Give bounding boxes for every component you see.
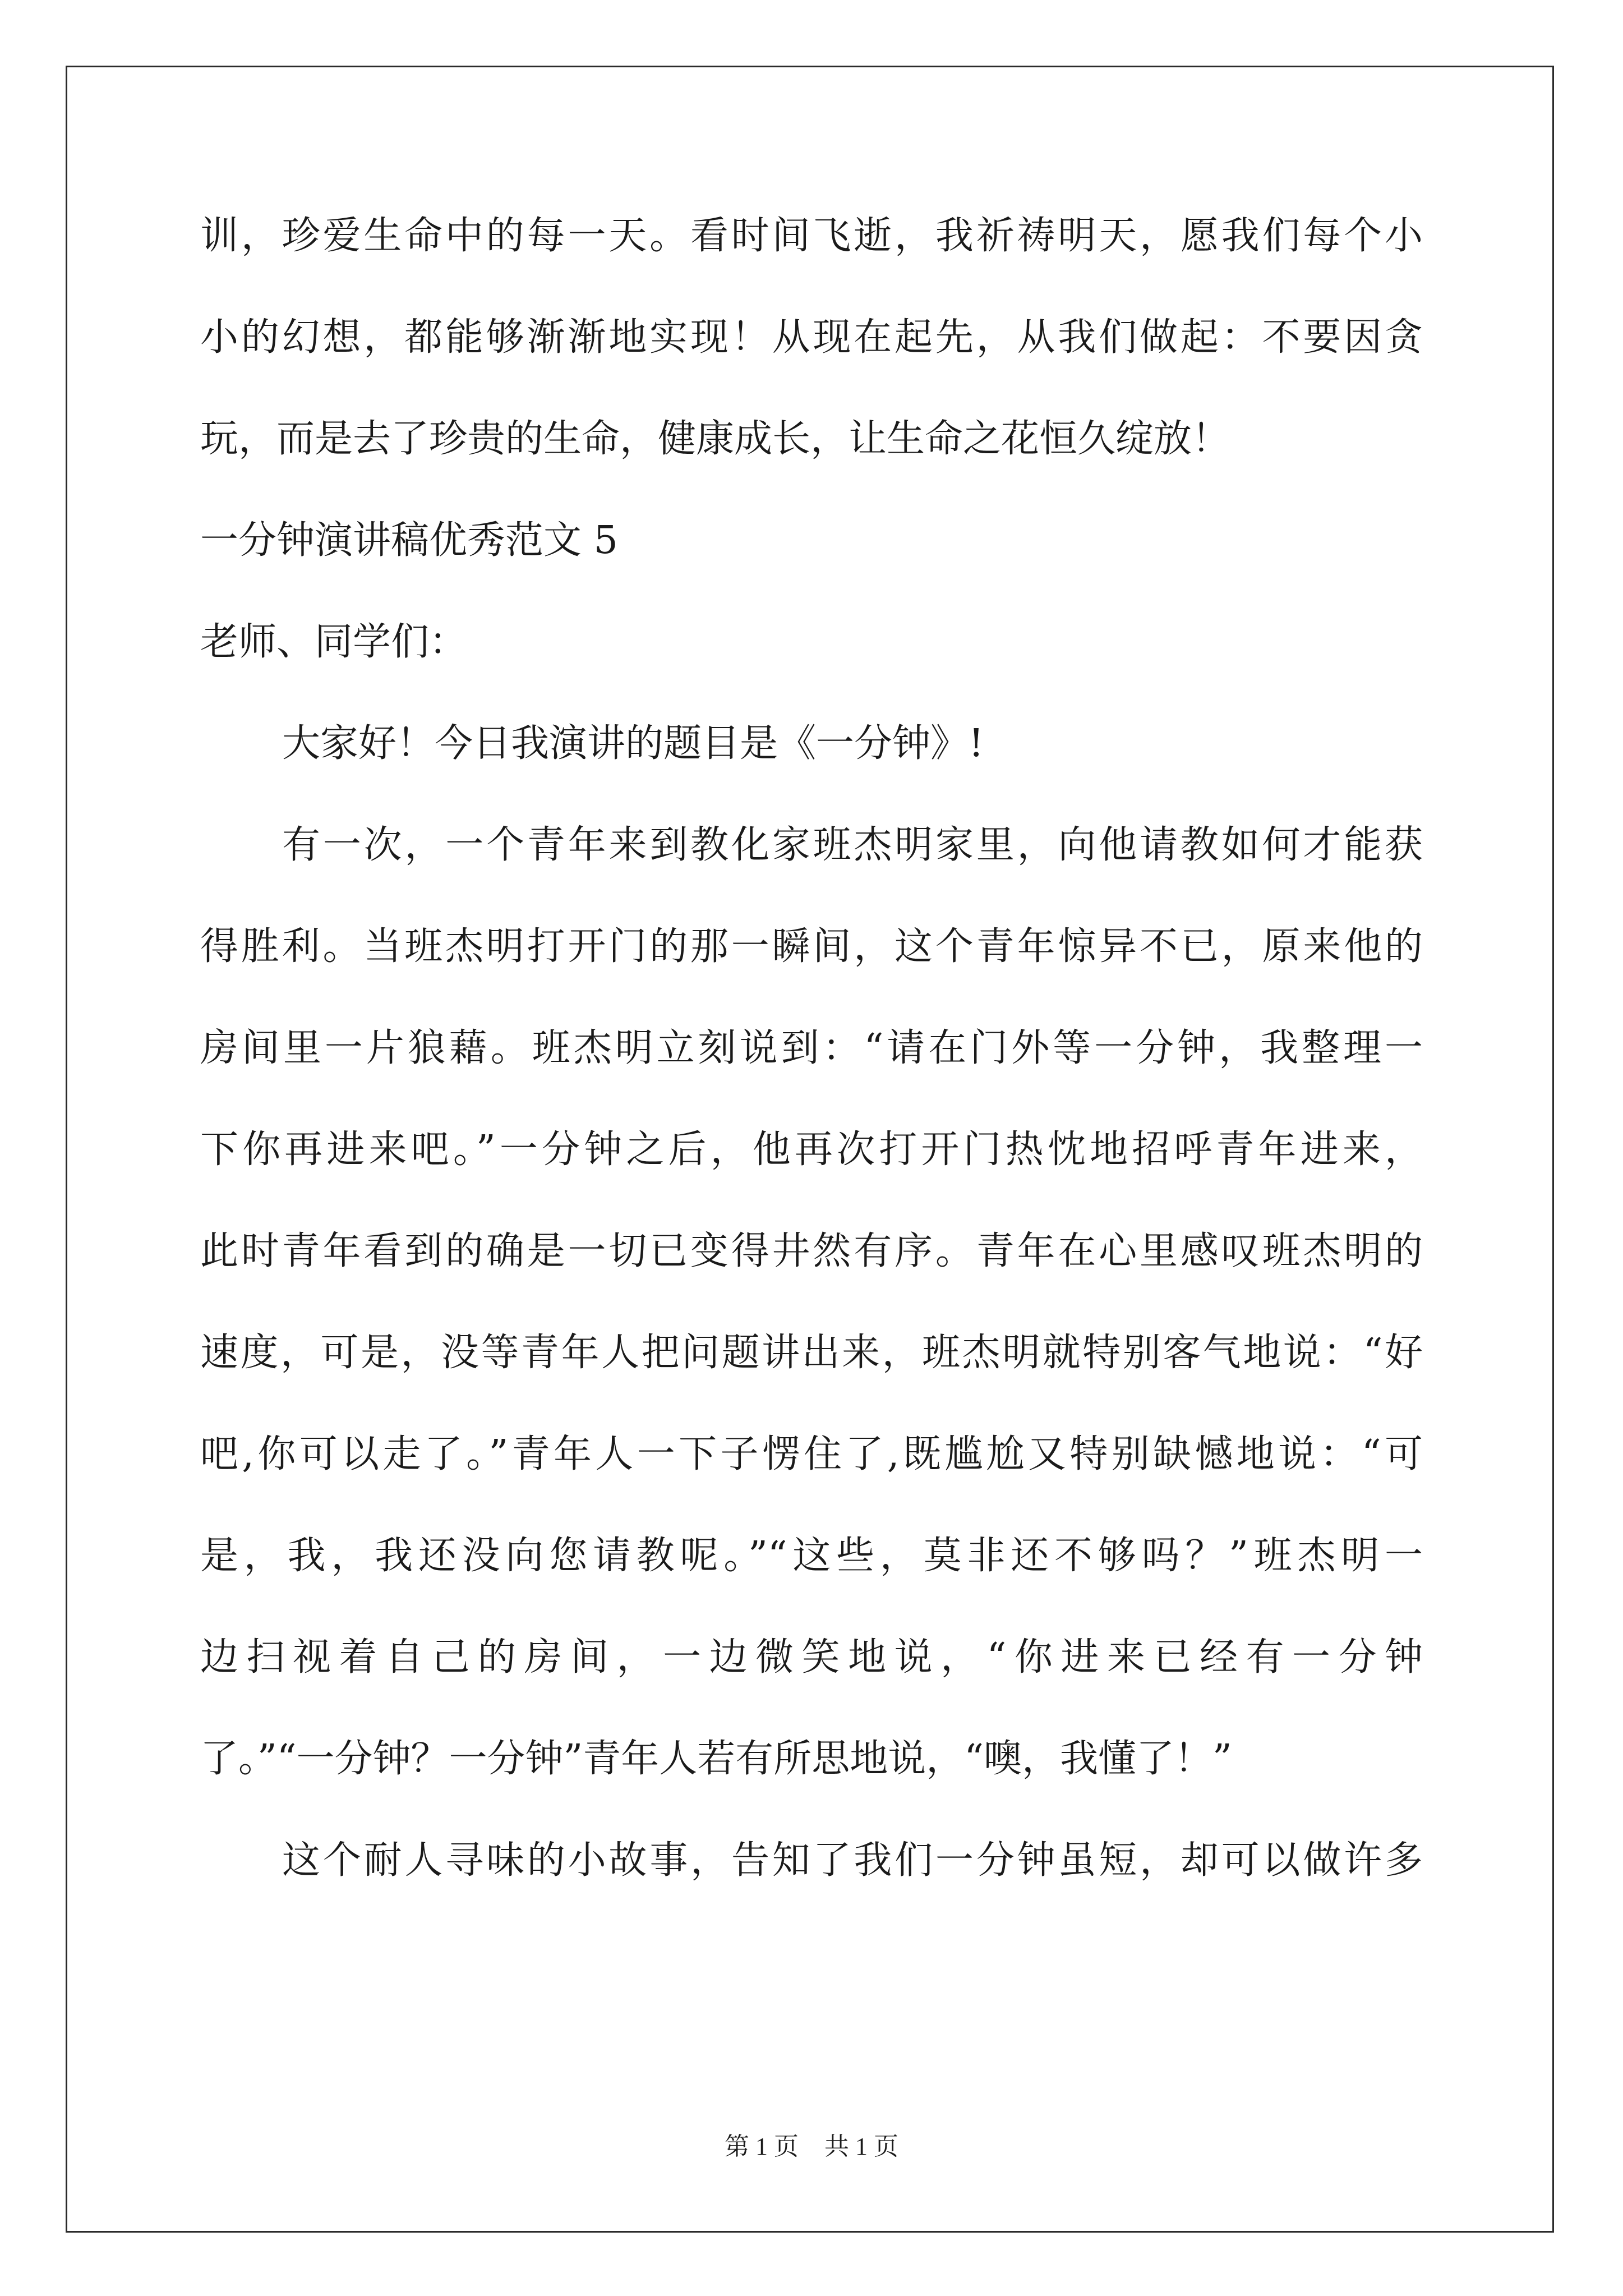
paragraph-line: 玩，而是去了珍贵的生命，健康成长，让生命之花恒久绽放！: [200, 417, 1230, 461]
paragraph-line: 大家好！今日我演讲的题目是《一分钟》!: [282, 721, 984, 766]
paragraph-line: 下你再进来吧。”一分钟之后，他再次打开门热忱地招呼青年进来，: [200, 1128, 1423, 1172]
paragraph-line: 房间里一片狼藉。班杰明立刻说到：“请在门外等一分钟，我整理一: [200, 1026, 1423, 1070]
paragraph-line: 是，我，我还没向您请教呢。”“这些，莫非还不够吗？”班杰明一: [200, 1534, 1423, 1578]
paragraph-line: 吧,你可以走了。”青年人一下子愣住了,既尴尬又特别缺憾地说：“可: [200, 1432, 1423, 1476]
section-heading: 一分钟演讲稿优秀范文 5: [200, 518, 618, 563]
paragraph-line: 这个耐人寻味的小故事，告知了我们一分钟虽短，却可以做许多: [282, 1838, 1423, 1883]
paragraph-line: 速度，可是，没等青年人把问题讲出来，班杰明就特别客气地说：“好: [200, 1331, 1423, 1375]
paragraph-line: 有一次，一个青年来到教化家班杰明家里，向他请教如何才能获: [282, 823, 1423, 867]
paragraph-line: 了。”“一分钟？一分钟”青年人若有所思地说，“噢，我懂了！”: [200, 1737, 1232, 1781]
page-total: 共 1 页: [824, 2133, 898, 2160]
page-footer: [0, 2126, 1623, 2162]
paragraph-line: 得胜利。当班杰明打开门的那一瞬间，这个青年惊异不已，原来他的: [200, 924, 1423, 969]
document-body: [200, 185, 1423, 1911]
paragraph-line: 此时青年看到的确是一切已变得井然有序。青年在心里感叹班杰明的: [200, 1229, 1423, 1273]
salutation: 老师、同学们：: [200, 620, 468, 664]
paragraph-line: 小的幻想，都能够渐渐地实现！从现在起先，从我们做起：不要因贪: [200, 315, 1423, 360]
page-number: 第 1 页: [725, 2133, 799, 2160]
paragraph-line: 边扫视着自己的房间，一边微笑地说，“你进来已经有一分钟: [200, 1635, 1423, 1680]
paragraph-line: 训，珍爱生命中的每一天。看时间飞逝，我祈祷明天，愿我们每个小: [200, 214, 1423, 258]
